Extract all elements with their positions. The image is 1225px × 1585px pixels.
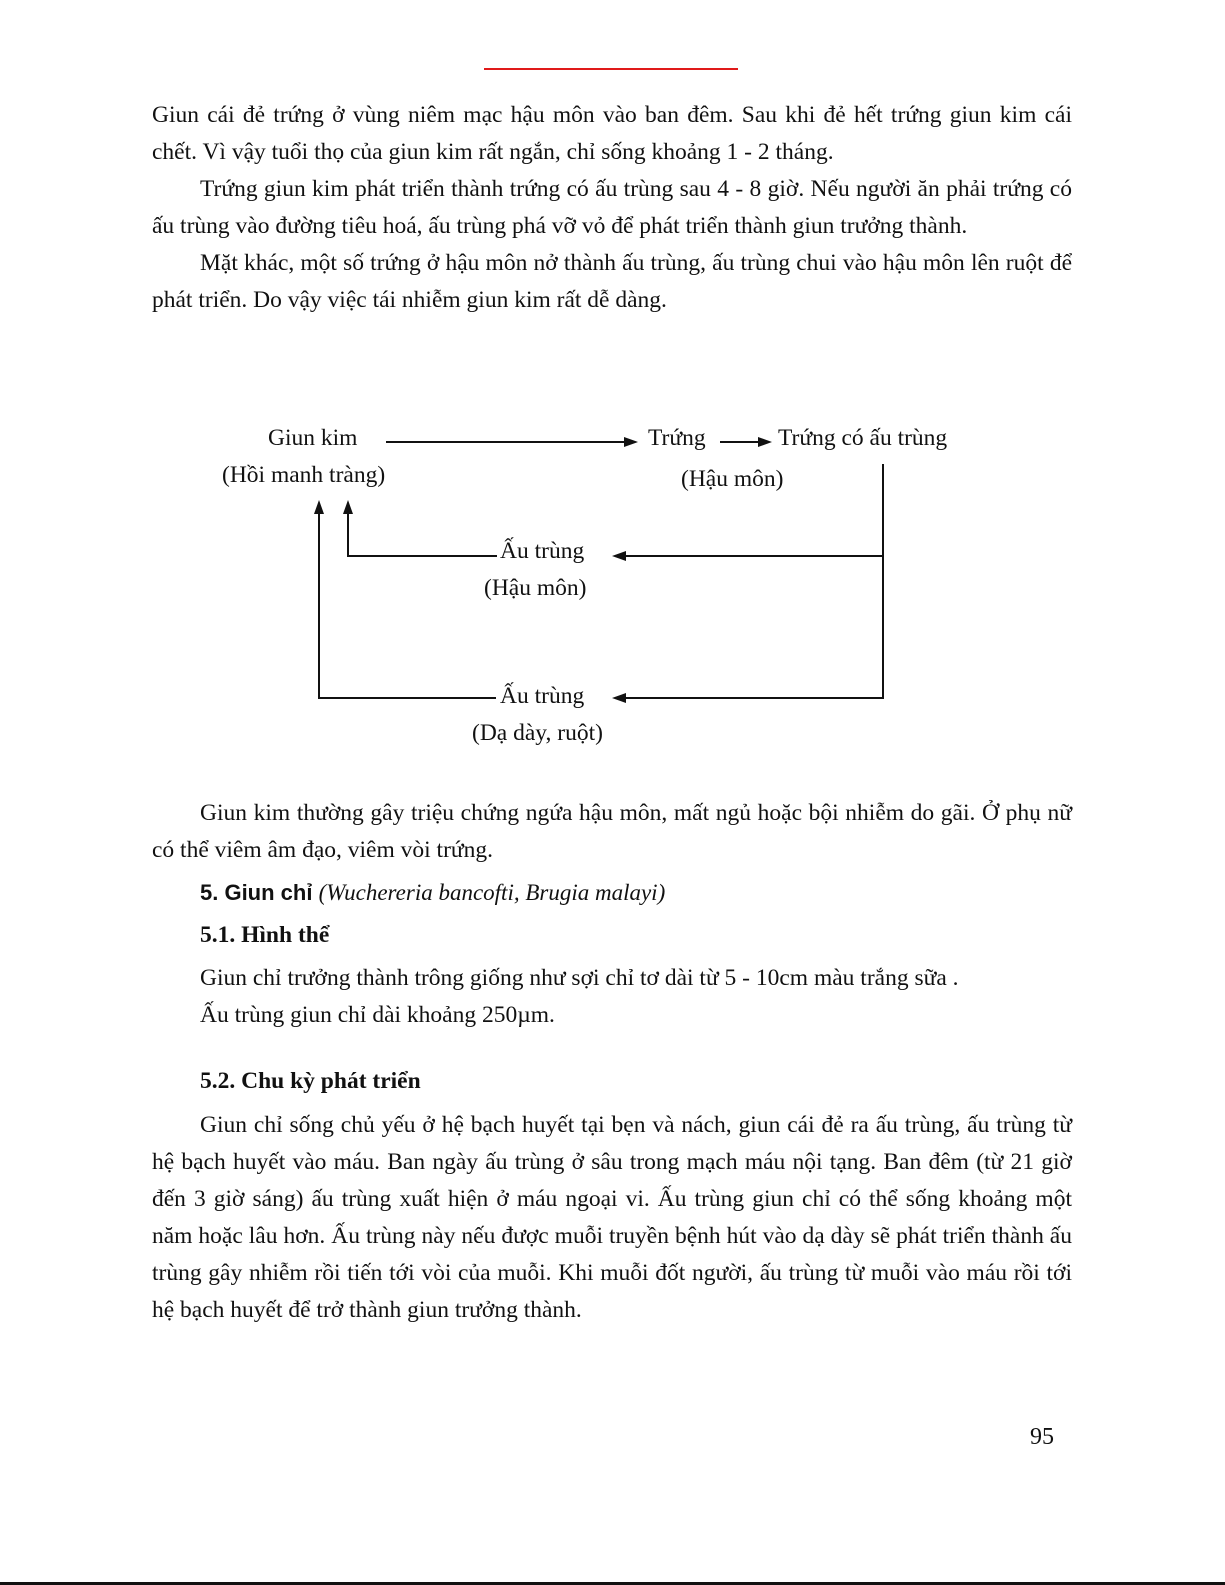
- paragraph-1: Giun cái đẻ trứng ở vùng niêm mạc hậu môn vào ban đêm. Sau khi đẻ hết trứng giun kim cái chết. Vì vậy tuổi thọ của giun kim rất ngắn, chỉ sống khoảng 1 - 2 tháng.: [152, 102, 1072, 165]
- diagram-node-adult: Giun kim: [268, 425, 358, 451]
- text-block-top: [152, 97, 1072, 319]
- diagram-node-egg: Trứng: [648, 425, 706, 451]
- connector-larva-gut-left: [318, 697, 496, 699]
- diagram-node-larva-anus: Ấu trùng: [500, 538, 585, 564]
- diagram-node-larva-gut-location: (Dạ dày, ruột): [472, 720, 603, 746]
- diagram-node-larva-anus-location: (Hậu môn): [484, 575, 587, 601]
- text-block-morphology: [152, 960, 1072, 1034]
- arrow-to-larva-anus: [624, 555, 884, 557]
- connector-right-vertical: [882, 464, 884, 699]
- section-5-latin-name: (Wuchereria bancofti, Brugia malayi): [318, 880, 666, 905]
- text-block-symptoms: [152, 795, 1072, 869]
- connector-larva-gut-up: [318, 505, 320, 699]
- text-block-life-cycle: [152, 1107, 1072, 1329]
- arrowhead-right-icon: [624, 437, 638, 447]
- arrowhead-left-icon: [612, 551, 626, 561]
- paragraph-7: Giun chỉ sống chủ yếu ở hệ bạch huyết tại bẹn và nách, giun cái đẻ ra ấu trùng, ấu trùng từ hệ bạch huyết vào máu. Ban ngày ấu trùng ở sâu trong mạch máu nội tạng. Ban đêm (từ 21 giờ đến 3 giờ sáng) ấu trùng xuất hiện ở máu ngoại vi. Ấu trùng giun chỉ có thể sống khoảng một năm hoặc lâu hơn. Ấu trùng này nếu được muỗi truyền bệnh hút vào dạ dày sẽ phát triển thành ấu trùng gây nhiễm rồi tiến tới vòi của muỗi. Khi muỗi đốt người, ấu trùng từ muỗi vào máu rồi tới hệ bạch huyết để trở thành giun trưởng thành.: [152, 1112, 1072, 1323]
- arrow-adult-to-egg: [386, 441, 626, 443]
- arrowhead-right-icon: [758, 437, 772, 447]
- paragraph-5: Giun chỉ trưởng thành trông giống như sợi chỉ tơ dài từ 5 - 10cm màu trắng sữa .: [200, 965, 959, 991]
- header-rule: [484, 68, 738, 70]
- diagram-node-embryonated-egg: Trứng có ấu trùng: [778, 425, 948, 451]
- paragraph-2: Trứng giun kim phát triển thành trứng có ấu trùng sau 4 - 8 giờ. Nếu người ăn phải trứng có ấu trùng vào đường tiêu hoá, ấu trùng phá vỡ vỏ để phát triển thành giun trưởng thành.: [152, 176, 1072, 239]
- arrowhead-up-icon: [314, 500, 324, 514]
- arrowhead-left-icon: [612, 693, 626, 703]
- diagram-node-egg-location: (Hậu môn): [681, 466, 784, 492]
- arrowhead-up-icon: [343, 500, 353, 514]
- connector-larva-anus-left: [347, 555, 497, 557]
- section-5-title: 5. Giun chỉ: [200, 880, 313, 905]
- section-5-1-heading: 5.1. Hình thể: [200, 922, 330, 948]
- diagram-node-larva-gut: Ấu trùng: [500, 683, 585, 709]
- paragraph-3: Mặt khác, một số trứng ở hậu môn nở thành ấu trùng, ấu trùng chui vào hậu môn lên ruột để phát triển. Do vậy việc tái nhiễm giun kim rất dễ dàng.: [152, 250, 1072, 313]
- page-number: 95: [1030, 1424, 1054, 1450]
- paragraph-4: Giun kim thường gây triệu chứng ngứa hậu môn, mất ngủ hoặc bội nhiễm do gãi. Ở phụ nữ có thể viêm âm đạo, viêm vòi trứng.: [152, 800, 1072, 863]
- diagram-node-adult-location: (Hồi manh tràng): [222, 462, 386, 488]
- section-5-heading: [200, 880, 665, 906]
- paragraph-6: Ấu trùng giun chỉ dài khoảng 250µm.: [200, 1002, 555, 1028]
- section-5-2-heading: 5.2. Chu kỳ phát triển: [200, 1068, 421, 1094]
- arrow-egg-to-embryonated: [720, 441, 760, 443]
- arrow-to-larva-gut: [624, 697, 884, 699]
